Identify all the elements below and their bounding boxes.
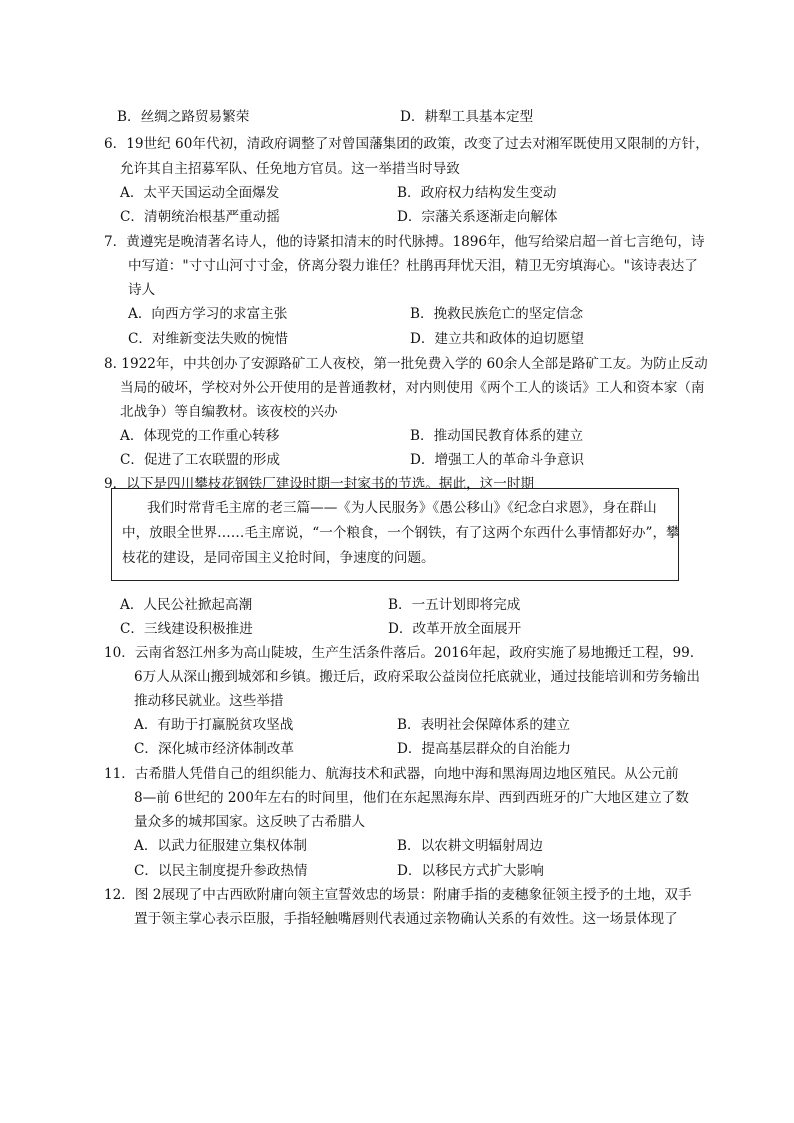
q9-option-b: B．一五计划即将完成 [388, 597, 521, 613]
q7-stem-line2: 中写道："寸寸山河寸寸金，侪离分裂力谁任？杜鹃再拜忧天泪，精卫无穷填海心。"该诗表达了 [128, 258, 698, 274]
q6-option-c: C．清朝统治根基严重动摇 [120, 209, 280, 225]
q8-option-c: C．促进了工农联盟的形成 [120, 452, 280, 468]
q8-option-b: B．推动国民教育体系的建立 [410, 428, 584, 444]
q12-stem-line1: 12．图 2展现了中古西欧附庸向领主宣誓效忠的场景：附庸手指的麦穗象征领主授予的土地，双手 [104, 887, 692, 903]
q10-stem-line1: 10．云南省怒江州多为高山陡坡，生产生活条件落后。2016年起，政府实施了易地搬迁工程，99. [104, 645, 695, 661]
option-d: D．耕犁工具基本定型 [400, 109, 534, 125]
q9-source-box [111, 488, 679, 581]
q10-option-a: A．有助于打赢脱贫攻坚战 [134, 717, 294, 733]
q7-stem-line1: 7．黄遵宪是晚清著名诗人，他的诗紧扣清末的时代脉搏。1896年，他写给梁启超一首七言绝句，诗 [104, 234, 705, 250]
q7-option-b: B．挽救民族危亡的坚定信念 [410, 306, 584, 322]
q6-option-d: D．宗藩关系逐渐走向解体 [397, 209, 558, 225]
q7-stem-line3: 诗人 [128, 282, 156, 298]
q9-stem-line1: 9．以下是四川攀枝花钢铁厂建设时期一封家书的节选。据此，这一时期 [104, 476, 535, 492]
q9-option-c: C．三线建设积极推进 [120, 621, 253, 637]
q9-option-d: D．改革开放全面展开 [388, 621, 522, 637]
q8-stem-line2: 当局的破坏，学校对外公开使用的是普通教材，对内则使用《两个工人的谈话》工人和资本家（南 [120, 380, 705, 396]
q12-stem-line2: 置于领主掌心表示臣服，手指轻触嘴唇则代表通过亲物确认关系的有效性。这一场景体现了 [134, 911, 678, 927]
q11-stem-line1: 11．古希腊人凭借自己的组织能力、航海技术和武器，向地中海和黑海周边地区殖民。从公元前 [104, 766, 679, 782]
q7-option-d: D．建立共和政体的迫切愿望 [410, 331, 585, 347]
q10-option-c: C．深化城市经济体制改革 [134, 741, 294, 757]
q11-stem-line3: 量众多的城邦国家。这反映了古希腊人 [134, 814, 366, 830]
q6-option-b: B．政府权力结构发生变动 [397, 185, 557, 201]
q11-option-d: D．以移民方式扩大影响 [397, 863, 544, 879]
q9-source-line2: 中，放眼全世界……毛主席说，“一个粮食，一个钢铁，有了这两个东西什么事情都好办”，攀 [122, 525, 680, 541]
q8-option-a: A．体现党的工作重心转移 [120, 428, 280, 444]
q11-option-b: B．以农耕文明辐射周边 [397, 838, 543, 854]
q9-option-a: A．人民公社掀起高潮 [120, 597, 253, 613]
q6-option-a: A．太平天国运动全面爆发 [120, 185, 280, 201]
q11-stem-line2: 8—前 6世纪的 200年左右的时间里，他们在东起黑海东岸、西到西班牙的广大地区建立了数 [134, 790, 689, 806]
q10-stem-line2: 6万人从深山搬到城郊和乡镇。搬迁后，政府采取公益岗位托底就业，通过技能培训和劳务输出 [134, 669, 700, 685]
q8-option-d: D．增强工人的革命斗争意识 [410, 452, 585, 468]
q9-source-line1: 我们时常背毛主席的老三篇——《为人民服务》《愚公移山》《纪念白求恩》，身在群山 [147, 500, 657, 516]
q7-option-c: C．对维新变法失败的惋惜 [128, 331, 288, 347]
q10-stem-line3: 推动移民就业。这些举措 [134, 693, 284, 709]
q7-option-a: A．向西方学习的求富主张 [128, 306, 288, 322]
q8-stem-line3: 北战争）等自编教材。该夜校的兴办 [120, 404, 338, 420]
q11-option-c: C．以民主制度提升参政热情 [134, 863, 308, 879]
q9-source-line3: 枝花的建设，是同帝国主义抢时间，争速度的问题。 [122, 550, 435, 566]
q6-stem-line2: 允许其自主招募军队、任免地方官员。这一举措当时导致 [120, 161, 460, 177]
q8-stem-line1: 8. 1922年，中共创办了安源路矿工人夜校，第一批免费入学的 60余人全部是路矿工友。为防止反动 [104, 356, 708, 372]
q10-option-d: D．提高基层群众的自治能力 [397, 741, 572, 757]
q10-option-b: B．表明社会保障体系的建立 [397, 717, 571, 733]
option-b: B．丝绸之路贸易繁荣 [117, 109, 250, 125]
q11-option-a: A．以武力征服建立集权体制 [134, 838, 307, 854]
q6-stem-line1: 6．19世纪 60年代初，清政府调整了对曾国藩集团的政策，改变了过去对湘军既使用又限制的方针， [104, 136, 709, 152]
